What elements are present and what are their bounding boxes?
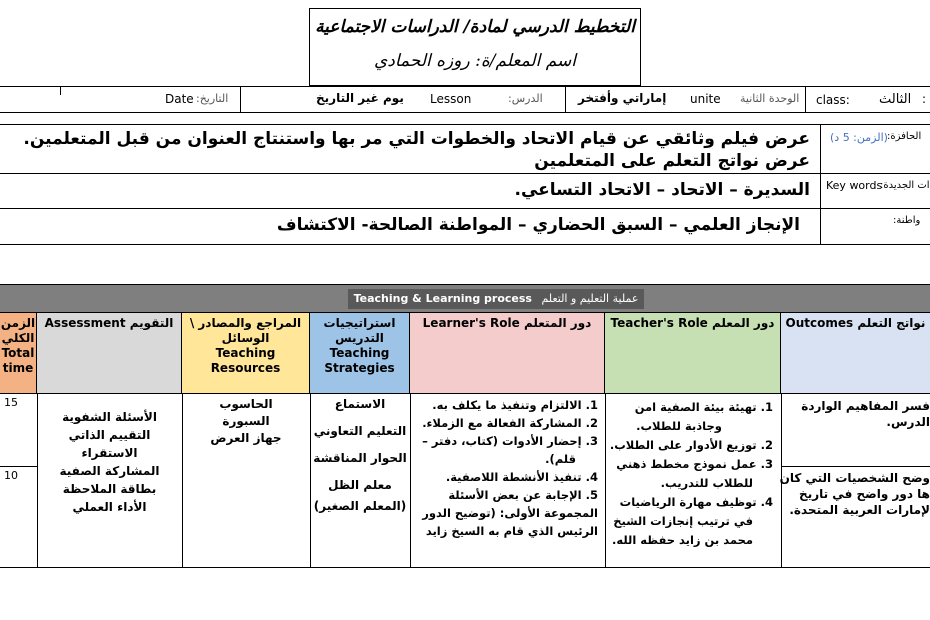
resources-list: الحاسوب السبورة جهاز العرض [210,397,282,445]
table-body [0,394,930,568]
motivation-row [0,124,930,174]
outcomes-header: Outcomes نواتج التعلم [781,313,930,393]
process-banner [0,284,930,312]
keywords-label-ar: ات الجديدة: [880,180,930,191]
time-header-en2: time [2,361,34,375]
motivation-label: الحافزة: [887,131,922,142]
unit-value: إماراتي وأفتخر [578,91,667,105]
time-header [0,313,37,393]
process-banner-label [348,289,644,309]
time-value-2: 10 [4,469,18,482]
process-banner-ar: عملية التعليم و التعلم [541,292,639,305]
class-prefix: : [922,92,927,106]
date-label-en: Date [165,92,194,106]
teacher-name: اسم المعلم/ة: روزه الحمادي [373,51,577,71]
time-header-ar1: الزمن [0,316,36,330]
assessment-header: Assessment التقويم [37,313,182,393]
outcomes-list: فسر المفاهيم الواردة الدرس. [801,399,930,429]
class-value: الثالث [879,92,912,107]
keywords-row [0,174,930,209]
motivation-line-2: عرض نواتج التعلم على المتعلمين [534,151,810,171]
strategies-header: استراتيجيات التدريس Teaching Strategies [310,313,410,393]
time-value-1: 15 [4,396,18,409]
keywords-label-en: Key words [826,179,883,192]
teacher-role-list: 1. تهيئة بيئة الصفية امن وجاذبة للطلاب. 2. توزيع الأدوار على الطلاب. 3. عمل نموذج مخطط ذهني للطلاب للتدريب. 4. توظيف مهارة الرياضيات في ترتيب إنجازات الشيخ محمد بن زايد حفظه الله. [609,400,773,547]
title-box [309,8,641,86]
process-banner-en: Teaching & Learning process [353,292,532,305]
class-label: class: [816,93,850,107]
motivation-line-1: عرض فيلم وثائقي عن قيام الاتحاد والخطوات التي مر بها واستنتاج العنوان من قبل المتعلمين. [23,129,810,149]
time-header-ar2: الكلي [1,331,35,345]
learner-role-header: Learner's Role دور المتعلم [410,313,605,393]
teacher-role-header: Teacher's Role دور المعلم [605,313,781,393]
columns-header [0,312,930,394]
resources-header: المراجع والمصادر \ الوسائل Teaching Resources [182,313,310,393]
keywords-value: السديرة – الاتحاد – الاتحاد التساعي. [514,180,810,200]
outcomes-list-2: وضح الشخصيات التي كان ها دور واضح في تاريخ لإمارات العربية المتحدة. [779,471,930,517]
unit-label-en: unite [690,92,721,106]
page-title: التخطيط الدرسي لمادة/ الدراسات الاجتماعية [315,17,635,37]
learner-role-list: 1. الالتزام وتنفيذ ما يكلف به. 2. المشاركة الفعالة مع الزملاء. 3. إحضار الأدوات (كتاب، دفتر – قلم). 4. تنفيذ الأنشطة اللاصفية. 5. الإجابة عن بعض الأسئلة المجموعة الأولى: (توضيح الدور الرئيس الذي قام به السيخ زايد [422,398,598,538]
lesson-value: يوم غير التاريخ [316,91,404,105]
citizenship-value: الإنجاز العلمي – السبق الحضاري – المواطنة الصالحة- الاكتشاف [276,215,800,235]
date-label-ar: التاريخ: [196,92,229,105]
assessment-list: الأسئلة الشفوية التقييم الذاتي الاستقراء المشاركة الصفية بطاقة الملاحظة الأداء العملي [59,410,160,514]
citizenship-label: واطنة: [893,215,921,226]
strategies-list: الاستماع التعليم التعاوني الحوار المناقشة معلم الظل (المعلم الصغير) [313,397,407,513]
info-row [0,86,930,113]
unit-label-ar: الوحدة الثانية [740,92,800,105]
lesson-label-en: Lesson [430,92,472,106]
lesson-label-ar: الدرس: [508,92,543,105]
time-header-en1: Total [1,346,35,360]
motivation-time: (الزمن: 5 د) [830,131,888,144]
citizenship-row [0,209,930,245]
